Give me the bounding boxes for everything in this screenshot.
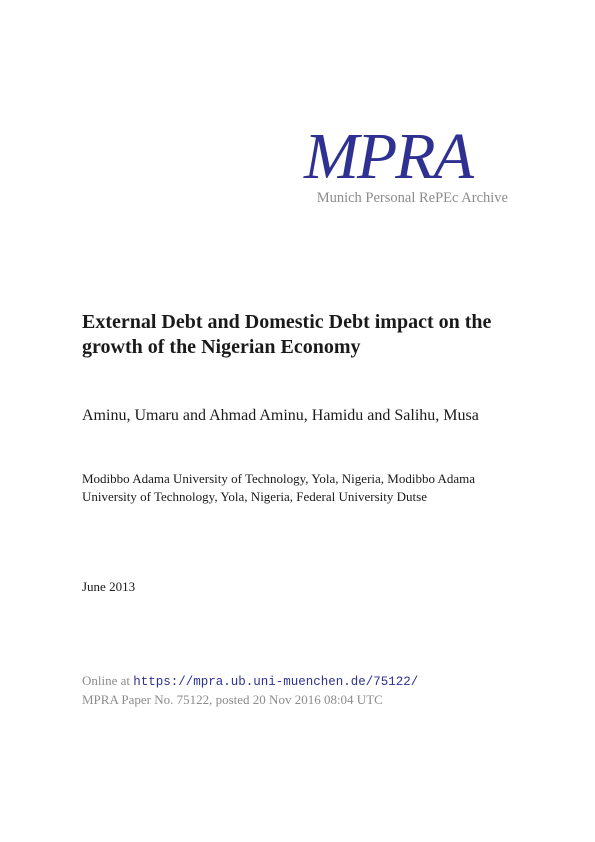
online-prefix: Online at (82, 673, 131, 688)
paper-affiliation: Modibbo Adama University of Technology, Yola, Nigeria, Modibbo Adama University of Technology, Yola, Nigeria, Federal University Dutse (82, 471, 476, 504)
paper-date: June 2013 (82, 579, 136, 594)
paper-info: MPRA Paper No. 75122, posted 20 Nov 2016 08:04 UTC (82, 692, 383, 707)
paper-authors: Aminu, Umaru and Ahmad Aminu, Hamidu and Salihu, Musa (82, 407, 479, 424)
mpra-logo (300, 118, 510, 188)
paper-url-link[interactable]: https://mpra.ub.uni-muenchen.de/75122/ (133, 675, 419, 689)
paper-title: External Debt and Domestic Debt impact on the growth of the Nigerian Economy (82, 311, 492, 358)
archive-name: Munich Personal RePEc Archive (316, 190, 508, 206)
mpra-logo-text: MPRA (304, 120, 472, 188)
online-line (82, 672, 542, 691)
footer (82, 672, 542, 709)
